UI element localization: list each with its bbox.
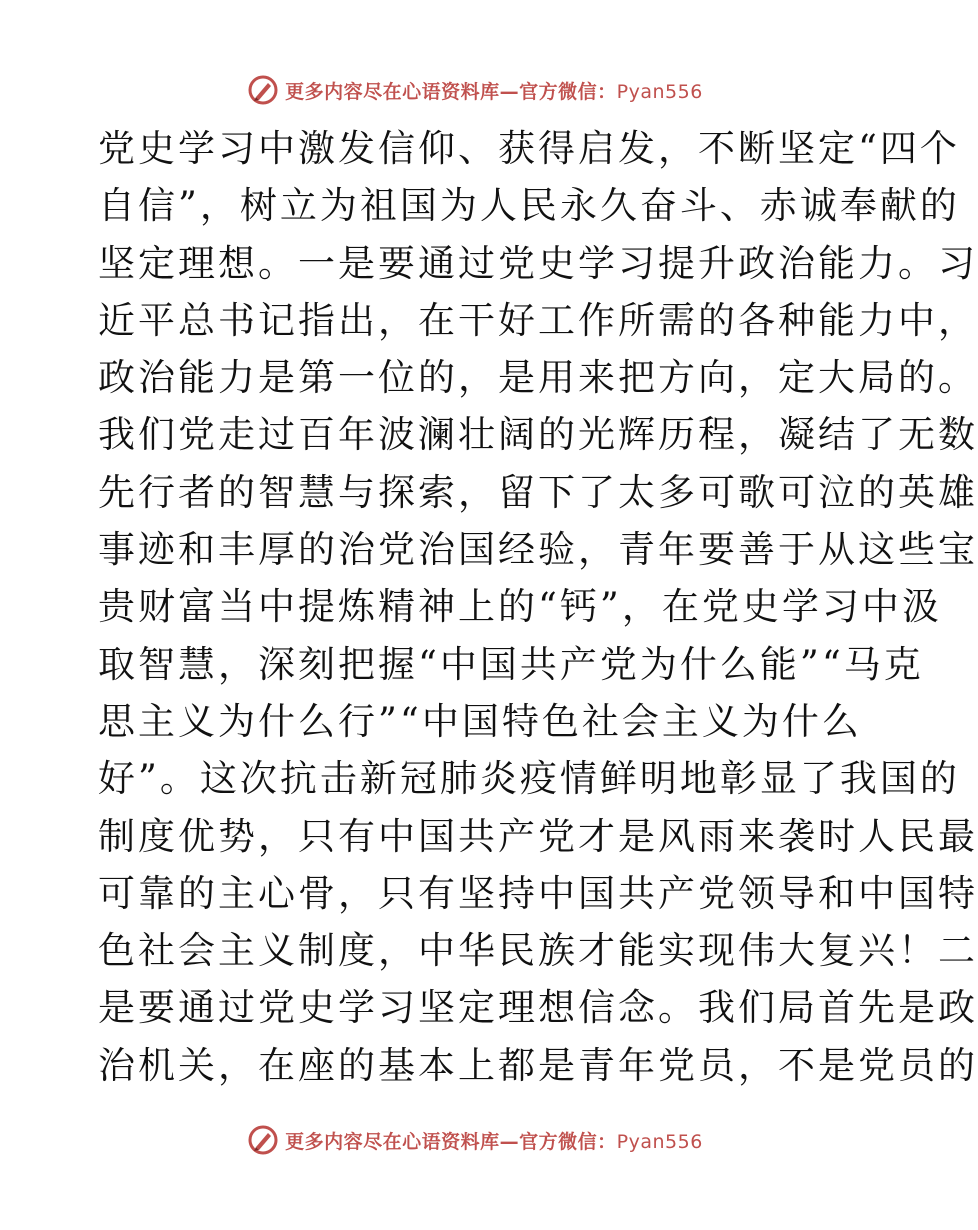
header-wechat-id: Pyan556 bbox=[616, 80, 703, 103]
pen-logo-icon bbox=[247, 74, 279, 106]
text-line: 贵财富当中提炼精神上的“钙”，在党史学习中汲 bbox=[98, 585, 942, 629]
text-line: 党史学习中激发信仰、获得启发，不断坚定“四个 bbox=[98, 127, 960, 170]
pen-logo-icon bbox=[247, 1124, 279, 1156]
footer-wechat-id: Pyan556 bbox=[616, 1130, 703, 1153]
text-line: 事迹和丰厚的治党治国经验，青年要善于从这些宝 bbox=[98, 528, 978, 572]
text-line: 治机关，在座的基本上都是青年党员，不是党员的 bbox=[98, 1043, 978, 1087]
text-line: 近平总书记指出，在干好工作所需的各种能力中， bbox=[98, 298, 978, 342]
text-line: 先行者的智慧与探索，留下了太多可歌可泣的英雄 bbox=[98, 470, 978, 514]
text-line: 制度优势，只有中国共产党才是风雨来袭时人民最 bbox=[98, 814, 978, 858]
text-line: 政治能力是第一位的，是用来把方向，定大局的。 bbox=[98, 356, 978, 400]
text-line: 坚定理想。一是要通过党史学习提升政治能力。习 bbox=[98, 241, 978, 285]
text-line: 自信”，树立为祖国为人民永久奋斗、赤诚奉献的 bbox=[98, 184, 960, 228]
header-banner-label: 更多内容尽在心语资料库—官方微信： bbox=[285, 80, 617, 103]
footer-banner bbox=[0, 1120, 950, 1160]
text-line: 好”。这次抗击新冠肺炎疫情鲜明地彰显了我国的 bbox=[98, 757, 960, 801]
footer-banner-text bbox=[285, 1127, 703, 1154]
header-banner-text bbox=[285, 77, 703, 104]
text-line: 我们党走过百年波澜壮阔的光辉历程，凝结了无数 bbox=[98, 413, 978, 457]
document-body bbox=[98, 120, 978, 1094]
footer-banner-label: 更多内容尽在心语资料库—官方微信： bbox=[285, 1130, 617, 1153]
text-line: 取智慧，深刻把握“中国共产党为什么能”“马克 bbox=[98, 642, 924, 686]
text-line: 思主义为什么行”“中国特色社会主义为什么 bbox=[98, 699, 862, 743]
text-line: 可靠的主心骨，只有坚持中国共产党领导和中国特 bbox=[98, 871, 978, 915]
text-line: 色社会主义制度，中华民族才能实现伟大复兴！二 bbox=[98, 929, 978, 973]
text-line: 是要通过党史学习坚定理想信念。我们局首先是政 bbox=[98, 986, 978, 1030]
header-banner bbox=[0, 70, 950, 110]
